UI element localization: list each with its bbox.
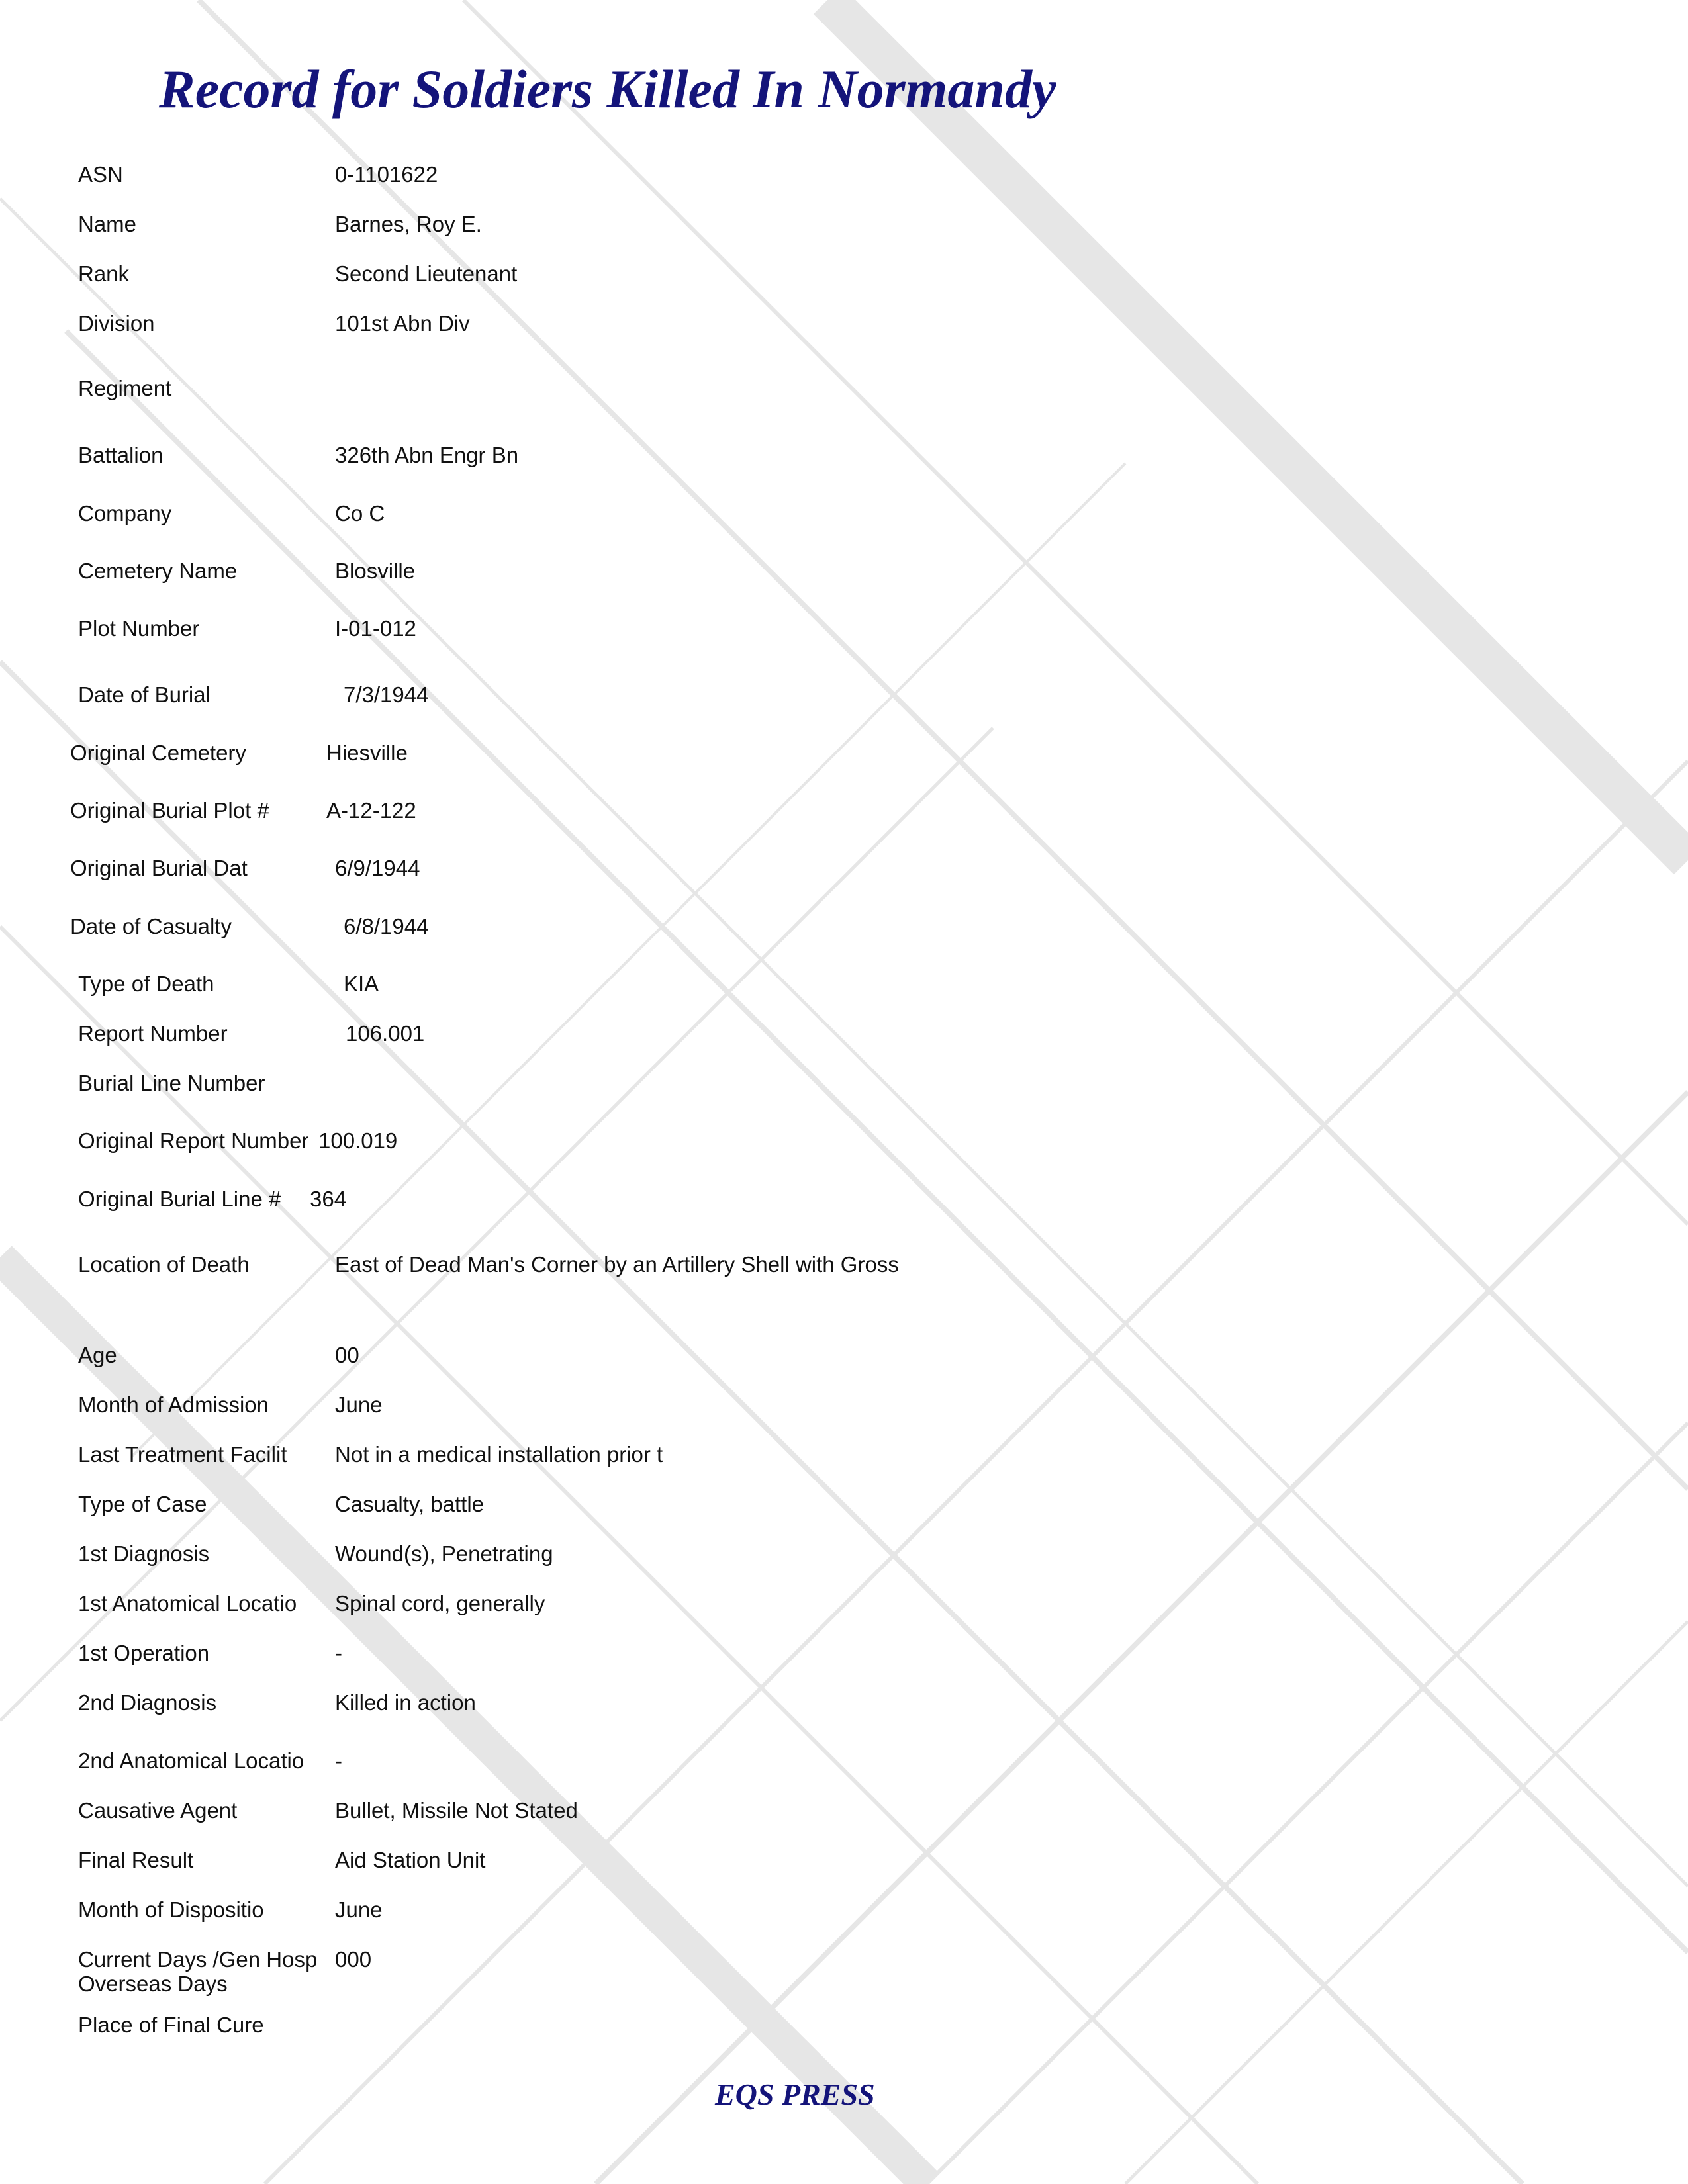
second-anatomical-location-label: 2nd Anatomical Locatio bbox=[78, 1749, 305, 1773]
date-of-casualty-label: Date of Casualty bbox=[70, 914, 232, 938]
location-of-death-label: Location of Death bbox=[78, 1252, 250, 1277]
current-days-gen-hosp-value: 000 bbox=[335, 1947, 372, 1972]
date-of-burial-value: 7/3/1944 bbox=[344, 682, 429, 707]
first-operation-value: - bbox=[335, 1641, 342, 1665]
second-anatomical-location-value: - bbox=[335, 1749, 342, 1773]
overseas-days-label: Overseas Days bbox=[78, 1972, 228, 1996]
division-value: 101st Abn Div bbox=[335, 311, 470, 336]
original-burial-date-value: 6/9/1944 bbox=[335, 856, 420, 880]
division-label: Division bbox=[78, 311, 155, 336]
first-operation-label: 1st Operation bbox=[78, 1641, 210, 1665]
original-burial-plot-label: Original Burial Plot # bbox=[70, 798, 269, 823]
type-of-death-label: Type of Death bbox=[78, 972, 214, 996]
plot-number-value: I-01-012 bbox=[335, 616, 416, 641]
rank-label: Rank bbox=[78, 261, 130, 286]
second-diagnosis-value: Killed in action bbox=[335, 1690, 476, 1715]
company-label: Company bbox=[78, 501, 172, 525]
page-title: Record for Soldiers Killed In Normandy bbox=[159, 59, 1056, 119]
cemetery-name-label: Cemetery Name bbox=[78, 559, 238, 583]
type-of-death-value: KIA bbox=[344, 972, 379, 996]
final-result-value: Aid Station Unit bbox=[335, 1848, 486, 1872]
rank-value: Second Lieutenant bbox=[335, 261, 518, 286]
report-number-value: 106.001 bbox=[346, 1021, 425, 1046]
last-treatment-facility-value: Not in a medical installation prior t bbox=[335, 1442, 663, 1467]
first-diagnosis-value: Wound(s), Penetrating bbox=[335, 1541, 553, 1566]
company-value: Co C bbox=[335, 501, 385, 525]
second-diagnosis-label: 2nd Diagnosis bbox=[78, 1690, 217, 1715]
first-diagnosis-label: 1st Diagnosis bbox=[78, 1541, 210, 1566]
date-of-casualty-value: 6/8/1944 bbox=[344, 914, 429, 938]
causative-agent-value: Bullet, Missile Not Stated bbox=[335, 1798, 578, 1823]
asn-value: 0-1101622 bbox=[335, 162, 438, 187]
burial-line-number-label: Burial Line Number bbox=[78, 1071, 265, 1095]
original-report-number-label: Original Report Number bbox=[78, 1128, 309, 1153]
original-report-number-value: 100.019 bbox=[318, 1128, 398, 1153]
original-burial-line-label: Original Burial Line # bbox=[78, 1187, 281, 1211]
first-anatomical-location-label: 1st Anatomical Locatio bbox=[78, 1591, 297, 1615]
last-treatment-facility-label: Last Treatment Facilit bbox=[78, 1442, 287, 1467]
name-label: Name bbox=[78, 212, 137, 236]
month-of-disposition-label: Month of Dispositio bbox=[78, 1897, 264, 1922]
age-value: 00 bbox=[335, 1343, 359, 1367]
regiment-label: Regiment bbox=[78, 376, 172, 400]
battalion-label: Battalion bbox=[78, 443, 164, 467]
location-of-death-value: East of Dead Man's Corner by an Artillery Shell with Gross bbox=[335, 1252, 899, 1277]
month-of-disposition-value: June bbox=[335, 1897, 383, 1922]
type-of-case-value: Casualty, battle bbox=[335, 1492, 485, 1516]
cemetery-name-value: Blosville bbox=[335, 559, 416, 583]
asn-label: ASN bbox=[78, 162, 123, 187]
plot-number-label: Plot Number bbox=[78, 616, 200, 641]
original-cemetery-value: Hiesville bbox=[326, 741, 408, 765]
battalion-value: 326th Abn Engr Bn bbox=[335, 443, 519, 467]
age-label: Age bbox=[78, 1343, 117, 1367]
first-anatomical-location-value: Spinal cord, generally bbox=[335, 1591, 545, 1615]
current-days-gen-hosp-label: Current Days /Gen Hosp bbox=[78, 1947, 318, 1972]
type-of-case-label: Type of Case bbox=[78, 1492, 207, 1516]
original-burial-line-value: 364 bbox=[310, 1187, 347, 1211]
original-burial-date-label: Original Burial Dat bbox=[70, 856, 248, 880]
original-burial-plot-value: A-12-122 bbox=[326, 798, 416, 823]
final-result-label: Final Result bbox=[78, 1848, 194, 1872]
publisher-footer: EQS PRESS bbox=[715, 2077, 875, 2111]
causative-agent-label: Causative Agent bbox=[78, 1798, 238, 1823]
month-of-admission-label: Month of Admission bbox=[78, 1392, 269, 1417]
month-of-admission-value: June bbox=[335, 1392, 383, 1417]
date-of-burial-label: Date of Burial bbox=[78, 682, 211, 707]
original-cemetery-label: Original Cemetery bbox=[70, 741, 246, 765]
name-value: Barnes, Roy E. bbox=[335, 212, 482, 236]
report-number-label: Report Number bbox=[78, 1021, 228, 1046]
place-of-final-cure-label: Place of Final Cure bbox=[78, 2013, 264, 2037]
